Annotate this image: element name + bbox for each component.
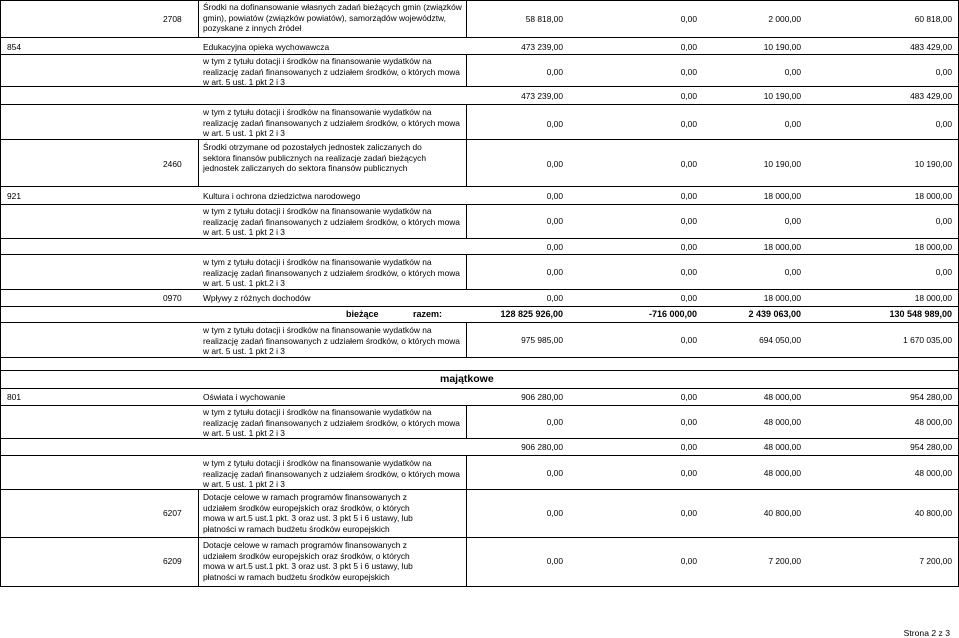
value-decrease: 0,00 bbox=[680, 216, 697, 226]
value-increase: 40 800,00 bbox=[763, 508, 801, 518]
value-plan: 906 280,00 bbox=[521, 442, 563, 452]
value-plan: 0,00 bbox=[546, 293, 563, 303]
row-rule bbox=[0, 104, 959, 105]
value-increase: 10 190,00 bbox=[763, 91, 801, 101]
value-increase: 48 000,00 bbox=[763, 392, 801, 402]
row-rule bbox=[0, 322, 959, 323]
value-decrease: 0,00 bbox=[680, 119, 697, 129]
value-plan: 0,00 bbox=[546, 191, 563, 201]
row-rule bbox=[0, 537, 959, 538]
total-plan: 128 825 926,00 bbox=[500, 309, 563, 319]
col-rule bbox=[198, 489, 199, 586]
value-increase: 0,00 bbox=[784, 216, 801, 226]
value-plan: 0,00 bbox=[546, 159, 563, 169]
row-code: 2708 bbox=[163, 14, 182, 24]
value-increase: 48 000,00 bbox=[763, 442, 801, 452]
value-increase: 10 190,00 bbox=[763, 159, 801, 169]
value-decrease: 0,00 bbox=[680, 267, 697, 277]
value-increase: 0,00 bbox=[784, 119, 801, 129]
row-rule bbox=[0, 238, 959, 239]
value-plan: 975 985,00 bbox=[521, 335, 563, 345]
row-description: w tym z tytułu dotacji i środków na finansowanie wydatków na realizację zadań finansowanych z udziałem środków, o których mowa w art. 5 ust. 1 pkt.2 i 3 bbox=[203, 257, 460, 288]
row-rule bbox=[0, 86, 959, 87]
value-increase: 18 000,00 bbox=[763, 191, 801, 201]
value-after-change: 18 000,00 bbox=[914, 242, 952, 252]
value-increase: 48 000,00 bbox=[763, 417, 801, 427]
row-code: 921 bbox=[7, 191, 21, 201]
value-after-change: 0,00 bbox=[935, 216, 952, 226]
value-after-change: 483 429,00 bbox=[910, 42, 952, 52]
value-after-change: 40 800,00 bbox=[914, 508, 952, 518]
value-plan: 0,00 bbox=[546, 468, 563, 478]
value-after-change: 18 000,00 bbox=[914, 293, 952, 303]
value-decrease: 0,00 bbox=[680, 67, 697, 77]
row-code: 801 bbox=[7, 392, 21, 402]
value-after-change: 954 280,00 bbox=[910, 442, 952, 452]
row-description: w tym z tytułu dotacji i środków na finansowanie wydatków na realizację zadań finansowanych z udziałem środków, o których mowa w art. 5 ust. 1 pkt 2 i 3 bbox=[203, 107, 460, 138]
row-description: w tym z tytułu dotacji i środków na finansowanie wydatków na realizację zadań finansowanych z udziałem środków, o których mowa w art. 5 ust. 1 pkt 2 i 3 bbox=[203, 458, 460, 489]
value-decrease: 0,00 bbox=[680, 556, 697, 566]
row-rule bbox=[0, 204, 959, 205]
value-increase: 10 190,00 bbox=[763, 42, 801, 52]
row-rule bbox=[0, 54, 959, 55]
value-decrease: 0,00 bbox=[680, 14, 697, 24]
value-plan: 0,00 bbox=[546, 267, 563, 277]
value-increase: 2 000,00 bbox=[768, 14, 801, 24]
row-description: Wpływy z różnych dochodów bbox=[203, 293, 311, 303]
value-decrease: 0,00 bbox=[680, 159, 697, 169]
value-after-change: 0,00 bbox=[935, 67, 952, 77]
row-code: 0970 bbox=[163, 293, 182, 303]
total-after-change: 130 548 989,00 bbox=[889, 309, 952, 319]
col-rule bbox=[466, 104, 467, 186]
value-plan: 0,00 bbox=[546, 556, 563, 566]
value-increase: 18 000,00 bbox=[763, 293, 801, 303]
row-description: Oświata i wychowanie bbox=[203, 392, 286, 402]
row-description: w tym z tytułu dotacji i środków na finansowanie wydatków na realizację zadań finansowanych z udziałem środków, o których mowa w art. 5 ust. 1 pkt 2 i 3 bbox=[203, 56, 460, 87]
row-description: Środki na dofinansowanie własnych zadań bieżących gmin (związków gmin), powiatów (związków powiatów), samorządów województw, pozyskane z innych źródeł bbox=[203, 2, 462, 33]
row-description: Środki otrzymane od pozostałych jednostek zaliczanych do sektora finansów publicznych na realizacje zadań bieżących jednostek zaliczanych do sektora finansów publicznych bbox=[203, 142, 426, 173]
row-rule bbox=[0, 586, 959, 587]
row-rule bbox=[0, 289, 959, 290]
value-increase: 18 000,00 bbox=[763, 242, 801, 252]
value-decrease: 0,00 bbox=[680, 442, 697, 452]
row-rule bbox=[0, 489, 959, 490]
value-after-change: 0,00 bbox=[935, 267, 952, 277]
col-rule bbox=[198, 0, 199, 37]
row-rule bbox=[0, 357, 959, 358]
row-rule bbox=[0, 306, 959, 307]
row-rule bbox=[0, 139, 959, 140]
total-label-sum: razem: bbox=[413, 309, 443, 319]
value-plan: 0,00 bbox=[546, 242, 563, 252]
row-description: Dotacje celowe w ramach programów finansowanych z udziałem środków europejskich oraz środków, o których mowa w art.5 ust.1 pkt. 3 oraz ust. 3 pkt 5 i 6 ustawy, lub płatności w ramach budżetu środków europejskich bbox=[203, 492, 413, 534]
row-rule bbox=[0, 370, 959, 371]
value-decrease: 0,00 bbox=[680, 335, 697, 345]
value-decrease: 0,00 bbox=[680, 392, 697, 402]
value-after-change: 954 280,00 bbox=[910, 392, 952, 402]
row-rule bbox=[0, 455, 959, 456]
value-after-change: 60 818,00 bbox=[914, 14, 952, 24]
row-code: 6207 bbox=[163, 508, 182, 518]
value-plan: 0,00 bbox=[546, 67, 563, 77]
section-title: majątkowe bbox=[440, 373, 494, 385]
row-description: Kultura i ochrona dziedzictwa narodowego bbox=[203, 191, 361, 201]
value-decrease: 0,00 bbox=[680, 91, 697, 101]
total-label-current: bieżące bbox=[346, 309, 379, 319]
value-plan: 906 280,00 bbox=[521, 392, 563, 402]
row-rule bbox=[0, 37, 959, 38]
row-rule bbox=[0, 186, 959, 187]
value-increase: 7 200,00 bbox=[768, 556, 801, 566]
row-description: w tym z tytułu dotacji i środków na finansowanie wydatków na realizację zadań finansowanych z udziałem środków, o których mowa w art. 5 ust. 1 pkt 2 i 3 bbox=[203, 206, 460, 237]
col-rule bbox=[198, 139, 199, 186]
value-after-change: 48 000,00 bbox=[914, 417, 952, 427]
row-rule bbox=[0, 405, 959, 406]
value-decrease: 0,00 bbox=[680, 293, 697, 303]
value-after-change: 10 190,00 bbox=[914, 159, 952, 169]
value-decrease: 0,00 bbox=[680, 191, 697, 201]
value-after-change: 0,00 bbox=[935, 119, 952, 129]
value-increase: 0,00 bbox=[784, 67, 801, 77]
row-rule bbox=[0, 388, 959, 389]
value-decrease: 0,00 bbox=[680, 508, 697, 518]
row-description: w tym z tytułu dotacji i środków na finansowanie wydatków na realizację zadań finansowanych z udziałem środków, o których mowa w art. 5 ust. 1 pkt 2 i 3 bbox=[203, 325, 460, 356]
row-code: 854 bbox=[7, 42, 21, 52]
row-code: 2460 bbox=[163, 159, 182, 169]
value-decrease: 0,00 bbox=[680, 417, 697, 427]
value-plan: 0,00 bbox=[546, 216, 563, 226]
row-description: w tym z tytułu dotacji i środków na finansowanie wydatków na realizację zadań finansowanych z udziałem środków, o których mowa w art. 5 ust. 1 pkt 2 i 3 bbox=[203, 407, 460, 438]
total-decrease: -716 000,00 bbox=[648, 309, 697, 319]
row-rule bbox=[0, 0, 959, 1]
value-decrease: 0,00 bbox=[680, 242, 697, 252]
value-after-change: 48 000,00 bbox=[914, 468, 952, 478]
value-after-change: 483 429,00 bbox=[910, 91, 952, 101]
value-decrease: 0,00 bbox=[680, 42, 697, 52]
value-plan: 0,00 bbox=[546, 119, 563, 129]
row-description: Edukacyjna opieka wychowawcza bbox=[203, 42, 330, 52]
row-rule bbox=[0, 254, 959, 255]
col-rule bbox=[0, 0, 1, 587]
row-description: Dotacje celowe w ramach programów finansowanych z udziałem środków europejskich oraz środków, o których mowa w art.5 ust.1 pkt. 3 oraz ust. 3 pkt 5 i 6 ustawy, lub płatności w ramach budżetu środków europejskich bbox=[203, 540, 413, 582]
value-plan: 473 239,00 bbox=[521, 91, 563, 101]
value-after-change: 1 670 035,00 bbox=[903, 335, 952, 345]
row-code: 6209 bbox=[163, 556, 182, 566]
value-plan: 0,00 bbox=[546, 417, 563, 427]
value-increase: 0,00 bbox=[784, 267, 801, 277]
value-after-change: 7 200,00 bbox=[919, 556, 952, 566]
row-rule bbox=[0, 438, 959, 439]
value-plan: 0,00 bbox=[546, 508, 563, 518]
value-plan: 473 239,00 bbox=[521, 42, 563, 52]
value-plan: 58 818,00 bbox=[525, 14, 563, 24]
value-increase: 48 000,00 bbox=[763, 468, 801, 478]
value-decrease: 0,00 bbox=[680, 468, 697, 478]
value-after-change: 18 000,00 bbox=[914, 191, 952, 201]
value-increase: 694 050,00 bbox=[759, 335, 801, 345]
total-increase: 2 439 063,00 bbox=[748, 309, 801, 319]
page-number: Strona 2 z 3 bbox=[903, 628, 950, 638]
